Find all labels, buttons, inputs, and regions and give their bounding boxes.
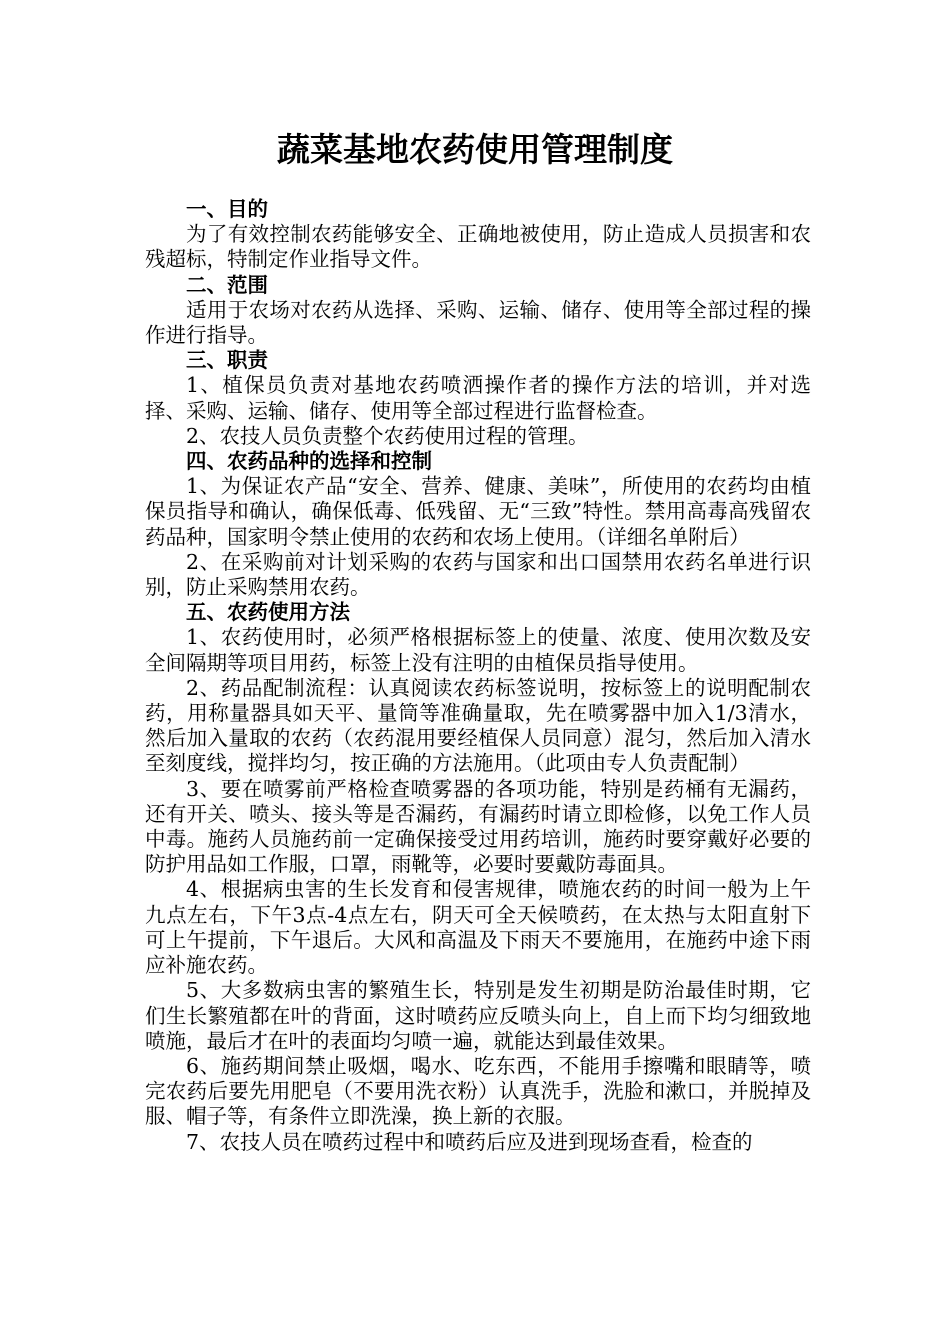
document-body [145, 197, 811, 1155]
paragraph: 适用于农场对农药从选择、采购、运输、储存、使用等全部过程的操作进行指导。 [145, 297, 811, 348]
paragraph: 6、施药期间禁止吸烟，喝水、吃东西，不能用手擦嘴和眼睛等，喷完农药后要先用肥皂（不要用洗衣粉）认真洗手，洗脸和漱口，并脱掉及服、帽子等，有条件立即洗澡，换上新的衣服。 [145, 1053, 811, 1129]
paragraph: 为了有效控制农药能够安全、正确地被使用，防止造成人员损害和农残超标，特制定作业指导文件。 [145, 222, 811, 272]
paragraph: 2、药品配制流程：认真阅读农药标签说明，按标签上的说明配制农药，用称量器具如天平、量筒等准确量取，先在喷雾器中加入1/3清水，然后加入量取的农药（农药混用要经植保人员同意）混匀，然后加入清水至刻度线，搅拌均匀，按正确的方法施用。（此项由专人负责配制） [145, 675, 811, 776]
section-heading-purpose: 一、目的 [186, 197, 268, 221]
section-heading-responsibilities: 三、职责 [186, 348, 268, 373]
section-heading-scope: 二、范围 [186, 272, 268, 297]
section-heading-usage-method: 五、农药使用方法 [186, 600, 350, 625]
paragraph: 1、植保员负责对基地农药喷洒操作者的操作方法的培训，并对选择、采购、运输、储存、使用等全部过程进行监督检查。 [145, 373, 811, 423]
paragraph: 7、农技人员在喷药过程中和喷药后应及进到现场查看，检查的 [186, 1129, 753, 1154]
paragraph: 2、农技人员负责整个农药使用过程的管理。 [186, 423, 589, 448]
paragraph: 4、根据病虫害的生长发育和侵害规律，喷施农药的时间一般为上午九点左右，下午3点-4点左右，阴天可全天候喷药，在太热与太阳直射下可上午提前，下午退后。大风和高温及下雨天不要施用，在施药中途下雨应补施农药。 [145, 877, 811, 978]
paragraph: 1、为保证农产品“安全、营养、健康、美味”，所使用的农药均由植保员指导和确认，确保低毒、低残留、无“三致”特性。禁用高毒高残留农药品种，国家明令禁止使用的农药和农场上使用。（详细名单附后） [145, 474, 811, 549]
section-heading-pesticide-selection: 四、农药品种的选择和控制 [186, 449, 432, 474]
paragraph: 1、农药使用时，必须严格根据标签上的使量、浓度、使用次数及安全间隔期等项目用药，标签上没有注明的由植保员指导使用。 [145, 625, 811, 675]
paragraph: 2、在采购前对计划采购的农药与国家和出口国禁用农药名单进行识别，防止采购禁用农药。 [145, 549, 811, 600]
document-title: 蔬菜基地农药使用管理制度 [277, 130, 673, 169]
paragraph: 5、大多数病虫害的繁殖生长，特别是发生初期是防治最佳时期，它们生长繁殖都在叶的背面，这时喷药应反喷头向上，自上而下均匀细致地喷施，最后才在叶的表面均匀喷一遍，就能达到最佳效果。 [145, 978, 811, 1053]
paragraph: 3、要在喷雾前严格检查喷雾器的各项功能，特别是药桶有无漏药，还有开关、喷头、接头等是否漏药，有漏药时请立即检修，以免工作人员中毒。施药人员施药前一定确保接受过用药培训，施药时要穿戴好必要的防护用品如工作服，口罩，雨靴等，必要时要戴防毒面具。 [145, 776, 811, 877]
